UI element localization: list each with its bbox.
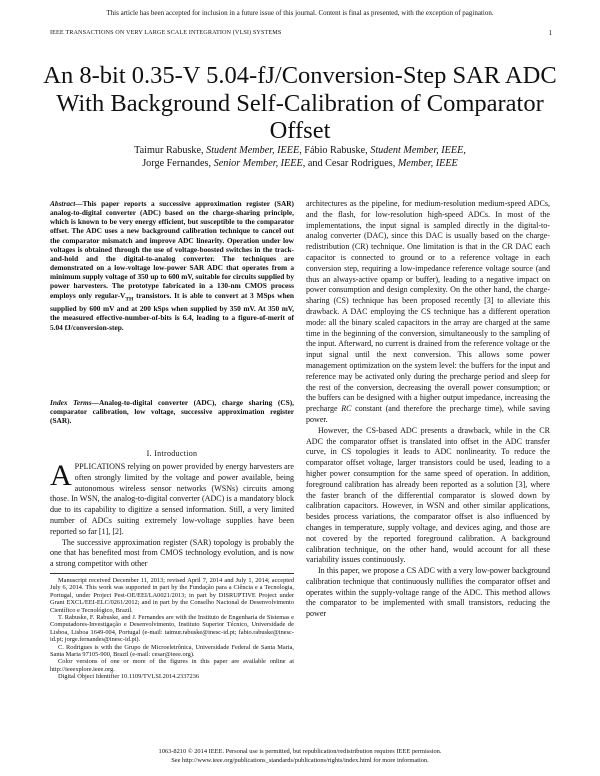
abstract-label: Abstract—	[50, 199, 83, 208]
author-name: Taimur Rabuske,	[134, 145, 207, 156]
abstract-text: This paper reports a successive approximation register (SAR) analog-to-digital converter (ADC) based on the charge-sharing principle, which is known to be very energy efficient, but susceptible to the comparator offset. The ADC uses a new background calibration technique to cancel out the comparator mismatch and improve ADC linearity. Operation under low voltages is obtained through the use of voltage-boosted switches in the track-and-hold and the digital-to-analog converter. The techniques are demonstrated on a low-voltage low-power SAR ADC that operates from a minimum supply voltage of 350 up to 600 mV, suitable for circuits supplied by power harvesters. The prototype fabricated in a 130-nm CMOS process employs only regular-V	[50, 199, 294, 300]
footnote-doi: Digital Object Identifier 10.1109/TVLSI.2014.2337236	[58, 673, 200, 681]
section-heading-introduction: I. Introduction	[146, 449, 198, 458]
acceptance-notice: This article has been accepted for inclusion in a future issue of this journal. Content is final as presented, with the exception of pagination.	[106, 9, 494, 17]
author-role: Student Member, IEEE	[206, 145, 300, 156]
footnotes	[50, 573, 294, 681]
index-terms	[50, 398, 294, 425]
body-paragraph-3: In this paper, we propose a CS ADC with a very low-power background calibration technique that continuously nullifies the comparator offset and operates within the supply-voltage range of the ADC. This method allows the comparator to be implemented with small transistors, reducing the power	[306, 566, 550, 619]
dropcap-letter: A	[50, 459, 72, 492]
abstract-text-cont: transistors. It is able to convert at 3 MSps when supplied by 600 mV and at 200 kSps when supplied by 350 mV. At 350 mV, the measured effective-number-of-bits is 6.4, leading to a figure-of-merit of 5.04 fJ/conversion-step.	[50, 290, 294, 332]
author-name: , Fábio Rabuske,	[299, 145, 371, 156]
copyright-line: 1063-8210 © 2014 IEEE. Personal use is permitted, but republication/redistribution requires IEEE permission.	[158, 748, 442, 755]
author-separator: ,	[463, 145, 466, 156]
vth-subscript: TH	[125, 296, 134, 303]
author-name: Jorge Fernandes,	[142, 157, 214, 169]
footnote-affiliation-1: T. Rabuske, F. Rabuske, and J. Fernandes are with the Instituto de Engenharia de Sistemas e Computadores-Investigação e Desenvolvimento, Instituto Superior Técnico, Universidade de Lisboa, Lisboa 1649-004, Portugal (e-mail: taimur.rabuske@inesc-id.pt; fabio.rabuske@inesc-id.pt; jorge.fernandes@inesc-id.pt).	[50, 614, 294, 644]
paper-title: An 8-bit 0.35-V 5.04-fJ/Conversion-Step SAR ADC With Background Self-Calibration of Comparator Offset	[43, 62, 557, 144]
journal-name: IEEE TRANSACTIONS ON VERY LARGE SCALE INTEGRATION (VLSI) SYSTEMS	[50, 29, 282, 36]
body-paragraph-2: However, the CS-based ADC presents a drawback, while in the CR ADC the comparator offset is translated into offset in the ADC transfer curve, in CS topologies it leads to ADC nonlinearity. To reduce the comparator offset voltage, larger transistors could be used, leading to a higher power consumption for the same speed of operation. In addition, foreground calibration has already been reported as a solution [3], where the faster branch of the differential comparator is slowed down by calibration capacitors. However, in WSN and other similar applications, besides process variations, the comparator offset is also influenced by changes in temperature, supply voltage, and devices aging, and those are not covered by the reported foreground calibration. A background calibration technique, on the other hand, would account for all these variability issues continuously.	[306, 425, 550, 565]
index-terms-text: Analog-to-digital converter (ADC), charge sharing (CS), comparator calibration, low voltage, successive approximation register (SAR).	[50, 398, 294, 426]
index-terms-label: Index Terms—	[50, 398, 99, 407]
rc-term: RC	[341, 404, 352, 414]
author-list	[40, 145, 560, 171]
right-column-text	[306, 199, 550, 620]
author-name: , and Cesar Rodrigues,	[302, 157, 398, 169]
abstract	[50, 199, 294, 332]
intro-paragraph-1: PPLICATIONS relying on power provided by energy harvesters are often strongly limited by the voltage and power available, being autonomous wireless sensor networks (WSNs) circuits among those. In WSN, the analog-to-digital converter (ADC) is a mandatory block due to its capability to digitize a sensed information. Still, a very limited number of ADCs suiting extremely low-voltage supplies have been reported so far [1], [2].	[50, 462, 294, 536]
body-paragraph-1	[306, 199, 550, 426]
footnote-color: Color versions of one or more of the figures in this paper are available online at http://ieeexplore.ieee.org.	[50, 658, 294, 673]
body-text: constant (and therefore the precharge time), while saving power.	[306, 404, 550, 424]
author-role: Student Member, IEEE	[370, 145, 464, 156]
introduction-text	[50, 459, 294, 570]
author-role: Senior Member, IEEE	[213, 157, 303, 169]
author-line-1	[40, 145, 560, 158]
footnote-affiliation-2: C. Rodrigues is with the Grupo de Microeletrônica, Universidade Federal de Santa Maria, Santa Maria 97105-900, Brazil (e-mail: cesar@ieee.org).	[50, 643, 294, 659]
body-text: architectures as the pipeline, for medium-resolution medium-speed ADCs, and the flash, for low-resolution high-speed ADCs. In most of the implementations, the input signal is sampled directly in the digital-to-analog converter (DAC), since this DAC is usually based on the charge-redistribution (CR) technique. One limitation is that in the CR DAC each capacitor is connected to ground or to a reference voltage in each conversion step, requiring a low-impedance reference voltage source (and thus an always-active opamp or buffer), leading to a negative impact on power consumption and design complexity. On the other hand, the charge-sharing (CS) technique has been proposed recently [3] to alleviate this drawback. A DAC employing the CS technique has a different operation mode: all the binary scaled capacitors in the array are charged at the same time in the beginning of the conversion, simultaneously to the sampling of the input. Afterward, no current is drained from the reference voltage or the input signal until the next conversion. This allows some power management optimization on the system level: the buffers for the input and reference may be activated only during the precharge period and sleep for the rest of the conversion, decreasing the overall power consumption; or the buffers can be designed with a higher output impedance, increasing the precharge	[306, 199, 550, 414]
author-role: Member, IEEE	[397, 157, 458, 169]
permission-line: See http://www.ieee.org/publications_standards/publications/rights/index.html for more information.	[171, 757, 429, 764]
page-number: 1	[548, 29, 552, 37]
footnote-manuscript: Manuscript received December 11, 2013; revised April 7, 2014 and July 1, 2014; accepted July 6, 2014. This work was supported in part by the Fundação para a Ciência e a Tecnologia, Portugal, under Project Pest-OE/EEI/LA0021/2013; in part by DISRUPTIVE Project under Grant EXCL/EEI-ELC/0261/2012; and in part by the Conselho Nacional de Desenvolvimento Científico e Tecnológico, Brazil.	[50, 577, 294, 614]
intro-paragraph-2: The successive approximation register (SAR) topology is probably the one that has benefited most from CMOS technology evolution, and is now a strong competitor with other	[50, 537, 294, 569]
author-line-2	[40, 158, 560, 171]
